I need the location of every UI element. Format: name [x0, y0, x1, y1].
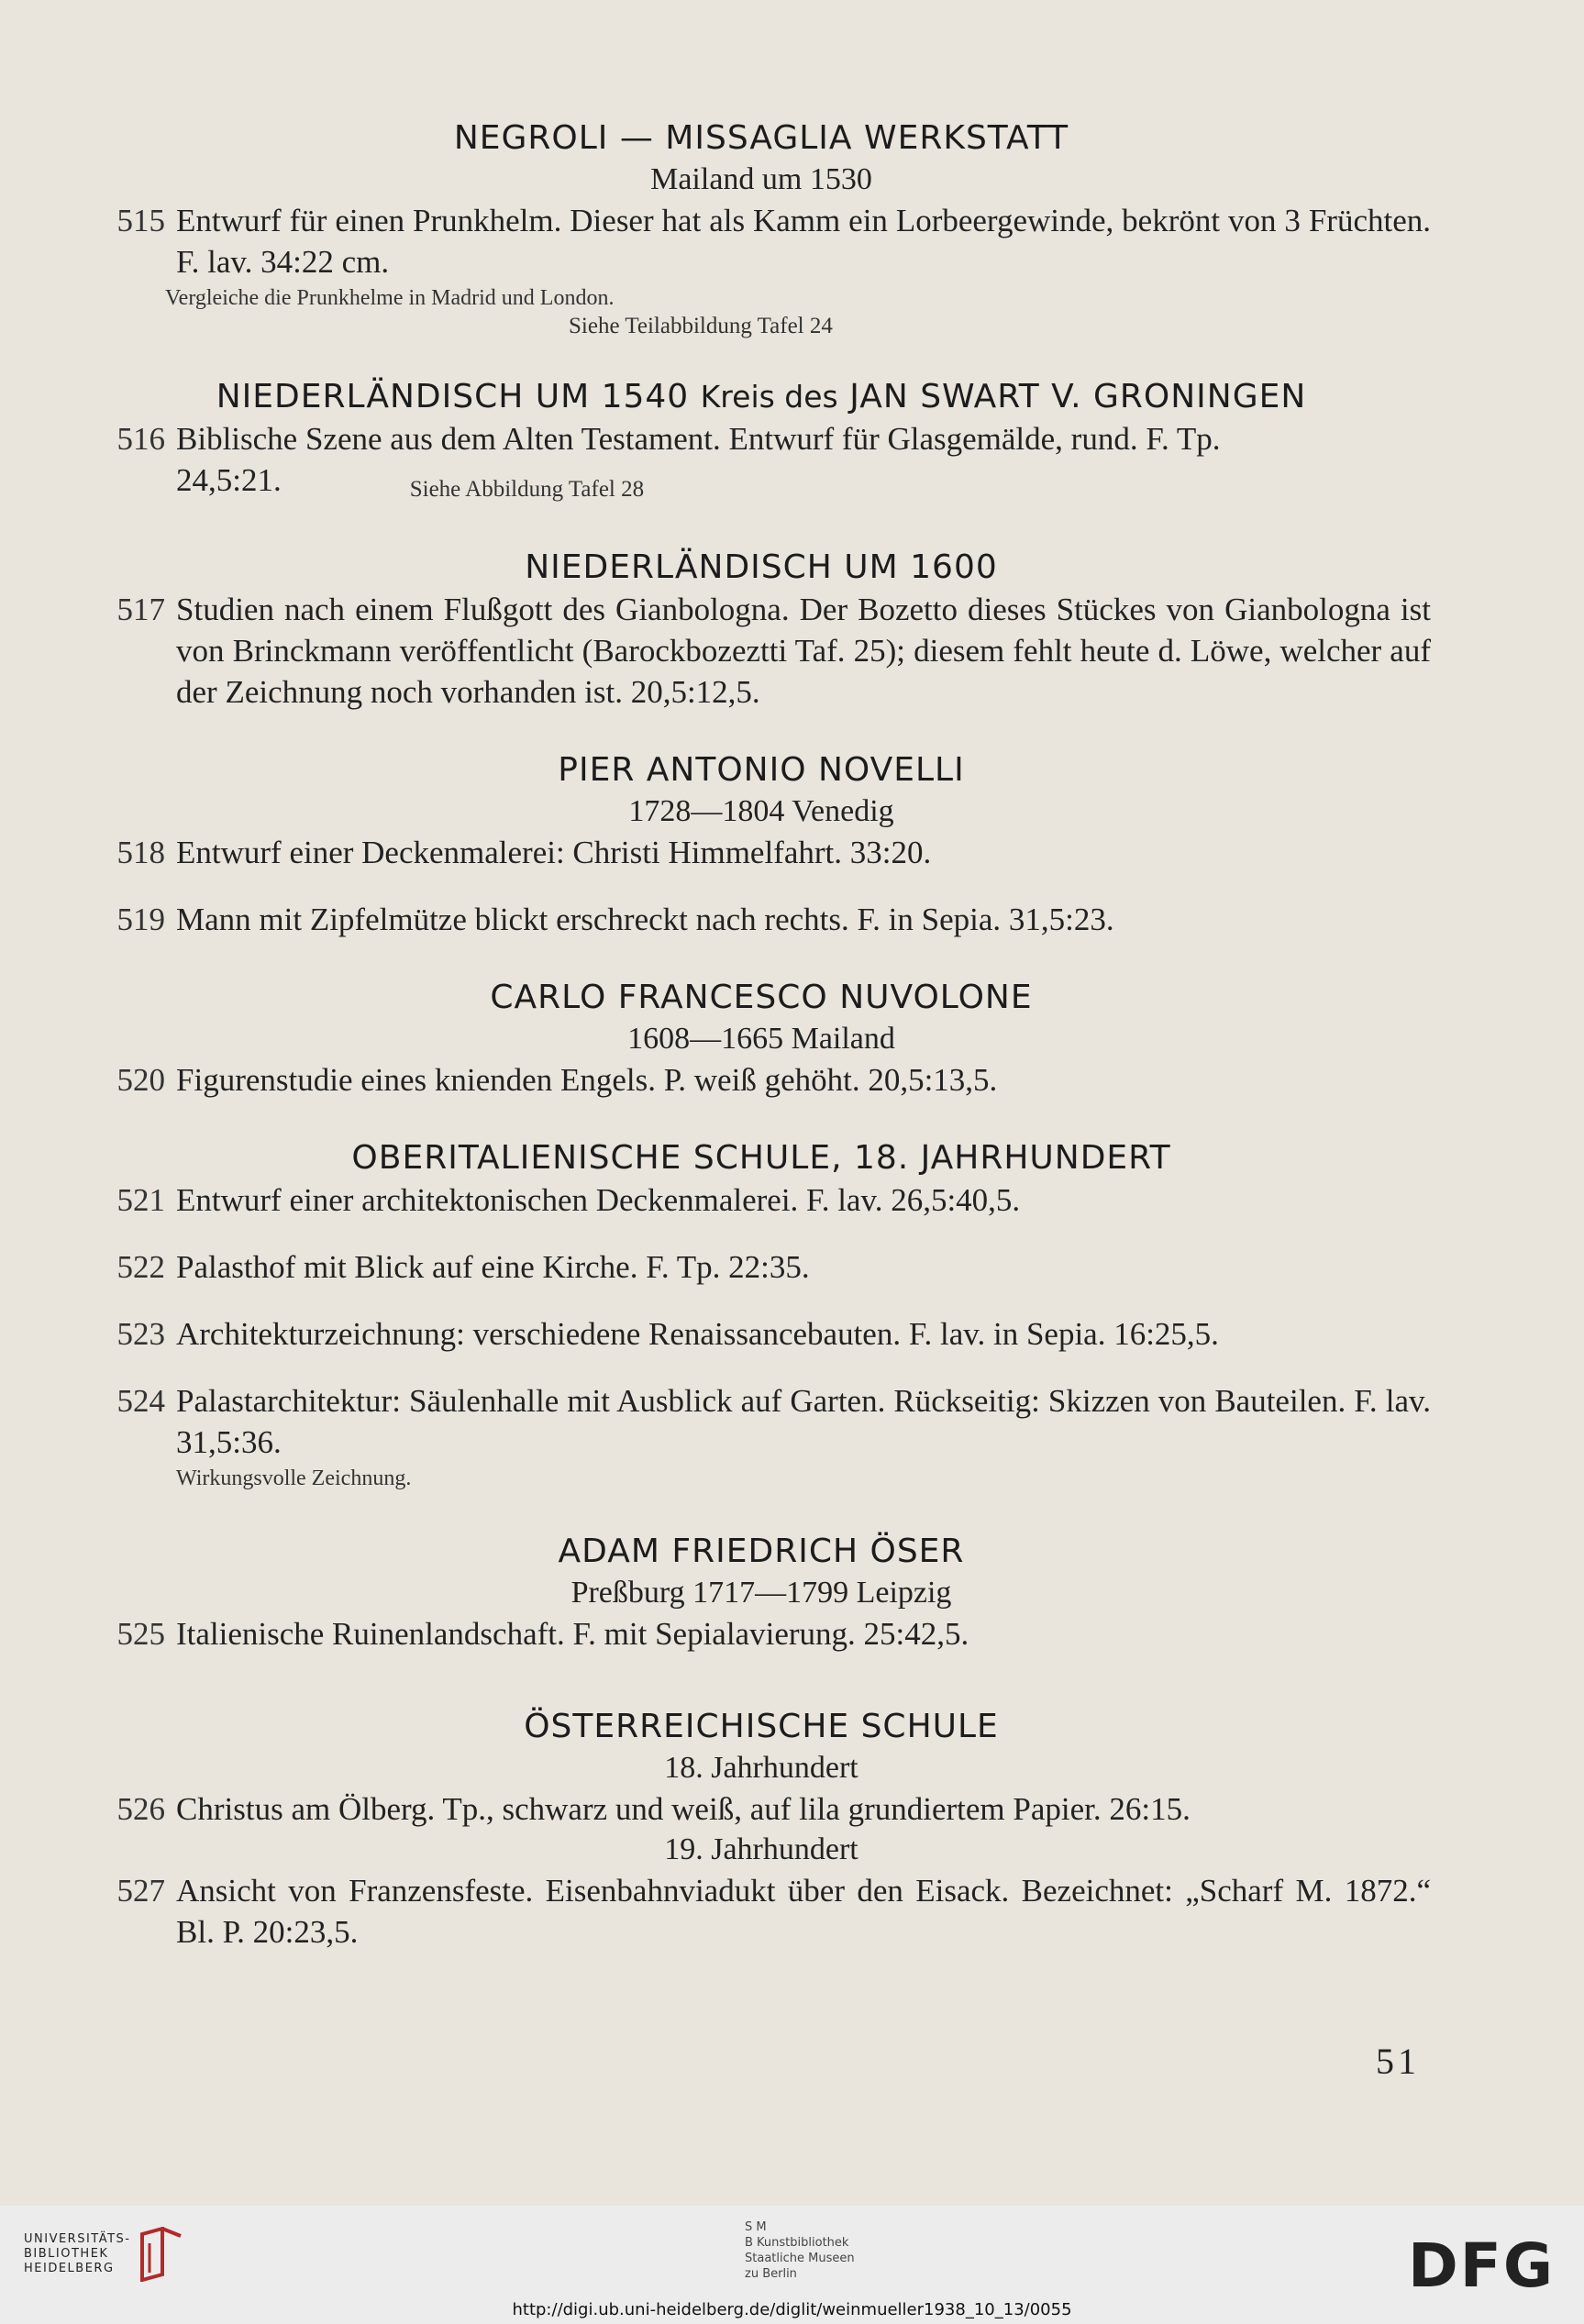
catalog-entry-continued: [92, 459, 1431, 510]
library-logo[interactable]: [24, 2227, 186, 2282]
catalog-entry: [92, 1179, 1431, 1221]
section-heading: ÖSTERREICHISCHE SCHULE: [524, 1708, 999, 1745]
section-subheading: 1608—1665 Mailand: [627, 1022, 895, 1056]
entry-text: Italienische Ruinenlandschaft. F. mit Sepialavierung. 25:42,5.: [176, 1616, 969, 1652]
catalog-entry: [92, 589, 1431, 713]
catalog-entry: [92, 832, 1431, 873]
section-heading: ADAM FRIEDRICH ÖSER: [558, 1533, 965, 1570]
section-heading: NIEDERLÄNDISCH UM 1600: [525, 548, 998, 586]
entry-text: Biblische Szene aus dem Alten Testament. Entwurf für Glasgemälde, rund. F. Tp.: [176, 421, 1221, 457]
catalog-entry: [92, 1613, 1431, 1654]
catalog-entry: [92, 899, 1431, 940]
entry-text: Mann mit Zipfelmütze blickt erschreckt nach rechts. F. in Sepia. 31,5:23.: [176, 902, 1114, 937]
entry-text: Architekturzeichnung: verschiedene Renaissancebauten. F. lav. in Sepia. 16:25,5.: [176, 1316, 1219, 1352]
catalog-entry: [92, 418, 1431, 459]
catalog-entry: [92, 1246, 1431, 1288]
entry-number: 525: [116, 1616, 165, 1652]
collection-credit: S M B Kunstbibliothek Staatliche Museen zu Berlin: [745, 2220, 855, 2281]
entry-note: Wirkungsvolle Zeichnung.: [176, 1466, 412, 1490]
dfg-logo[interactable]: DFG: [1408, 2230, 1556, 2301]
entry-number: 523: [116, 1316, 165, 1352]
entry-text: Palastarchitektur: Säulenhalle mit Ausblick auf Garten. Rückseitig: Skizzen von Bauteilen. F. lav. 31,5:36.: [176, 1383, 1431, 1460]
entry-note: Vergleiche die Prunkhelme in Madrid und London.: [165, 286, 615, 310]
heading-part: JAN SWART V. GRONINGEN: [849, 378, 1307, 415]
entry-number: 526: [116, 1791, 165, 1827]
entry-number: 519: [116, 902, 165, 937]
section-subheading: 1728—1804 Venedig: [628, 794, 894, 828]
library-name: UNIVERSITÄTS- BIBLIOTHEK HEIDELBERG: [24, 2232, 131, 2275]
entry-number: 518: [116, 835, 165, 870]
catalog-entry: [92, 1059, 1431, 1101]
permalink-url[interactable]: http://digi.ub.uni-heidelberg.de/diglit/weinmueller1938_10_13/0055: [512, 2300, 1072, 2319]
section-subheading: Preßburg 1717—1799 Leipzig: [570, 1576, 952, 1610]
section-subheading: Mailand um 1530: [650, 162, 872, 196]
entry-text: Entwurf einer architektonischen Deckenmalerei. F. lav. 26,5:40,5.: [176, 1182, 1021, 1218]
section-heading: [92, 376, 1431, 418]
section-subheading: 19. Jahrhundert: [664, 1832, 858, 1866]
entry-text: Entwurf für einen Prunkhelm. Dieser hat als Kamm ein Lorbeergewinde, bekrönt von 3 Früchten. F. lav. 34:22 cm.: [176, 203, 1431, 280]
entry-number: 521: [116, 1182, 165, 1218]
catalog-entry: [92, 1380, 1431, 1463]
catalog-entry: [92, 200, 1431, 282]
page-number: 51: [1376, 2041, 1420, 2082]
entry-number: 517: [116, 592, 165, 627]
entry-number: 515: [116, 203, 165, 238]
section-heading: OBERITALIENISCHE SCHULE, 18. JAHRHUNDERT: [351, 1139, 1171, 1177]
entry-number: 524: [116, 1383, 165, 1419]
section-subheading: 18. Jahrhundert: [664, 1751, 858, 1785]
heading-part: NIEDERLÄNDISCH UM 1540: [216, 378, 690, 415]
entry-text: Palasthof mit Blick auf eine Kirche. F. Tp. 22:35.: [176, 1249, 810, 1285]
section-heading: PIER ANTONIO NOVELLI: [558, 751, 965, 789]
heading-part: Kreis des: [700, 379, 838, 415]
section-heading: NEGROLI — MISSAGLIA WERKSTATT: [453, 119, 1069, 157]
catalog-entry: [92, 1870, 1431, 1953]
library-emblem-icon: [137, 2227, 186, 2282]
entry-number: 527: [116, 1873, 165, 1909]
entry-text: Figurenstudie eines knienden Engels. P. weiß gehöht. 20,5:13,5.: [176, 1062, 998, 1098]
plate-reference: Siehe Teilabbildung Tafel 24: [569, 314, 833, 338]
entry-number: 520: [116, 1062, 165, 1098]
entry-text: Studien nach einem Flußgott des Gianbologna. Der Bozetto dieses Stückes von Gianbologna ist von Brinckmann veröffentlicht (Barockbozeztti Taf. 25); diesem fehlt heute d. Löwe, welcher auf der Zeichnung noch vorhanden ist. 20,5:12,5.: [176, 592, 1431, 710]
page-content: [92, 117, 1431, 1953]
entry-number: 516: [116, 421, 165, 457]
plate-reference: Siehe Abbildung Tafel 28: [409, 477, 645, 502]
catalog-entry: [92, 1788, 1431, 1830]
entry-text: 24,5:21.: [176, 462, 282, 498]
entry-text: Entwurf einer Deckenmalerei: Christi Himmelfahrt. 33:20.: [176, 835, 932, 870]
catalog-entry: [92, 1313, 1431, 1355]
entry-number: 522: [116, 1249, 165, 1285]
section-heading: CARLO FRANCESCO NUVOLONE: [490, 979, 1033, 1016]
entry-text: Ansicht von Franzensfeste. Eisenbahnviadukt über den Eisack. Bezeichnet: „Scharf M. 1872.“ Bl. P. 20:23,5.: [176, 1873, 1431, 1950]
entry-text: Christus am Ölberg. Tp., schwarz und weiß, auf lila grundiertem Papier. 26:15.: [176, 1791, 1191, 1827]
